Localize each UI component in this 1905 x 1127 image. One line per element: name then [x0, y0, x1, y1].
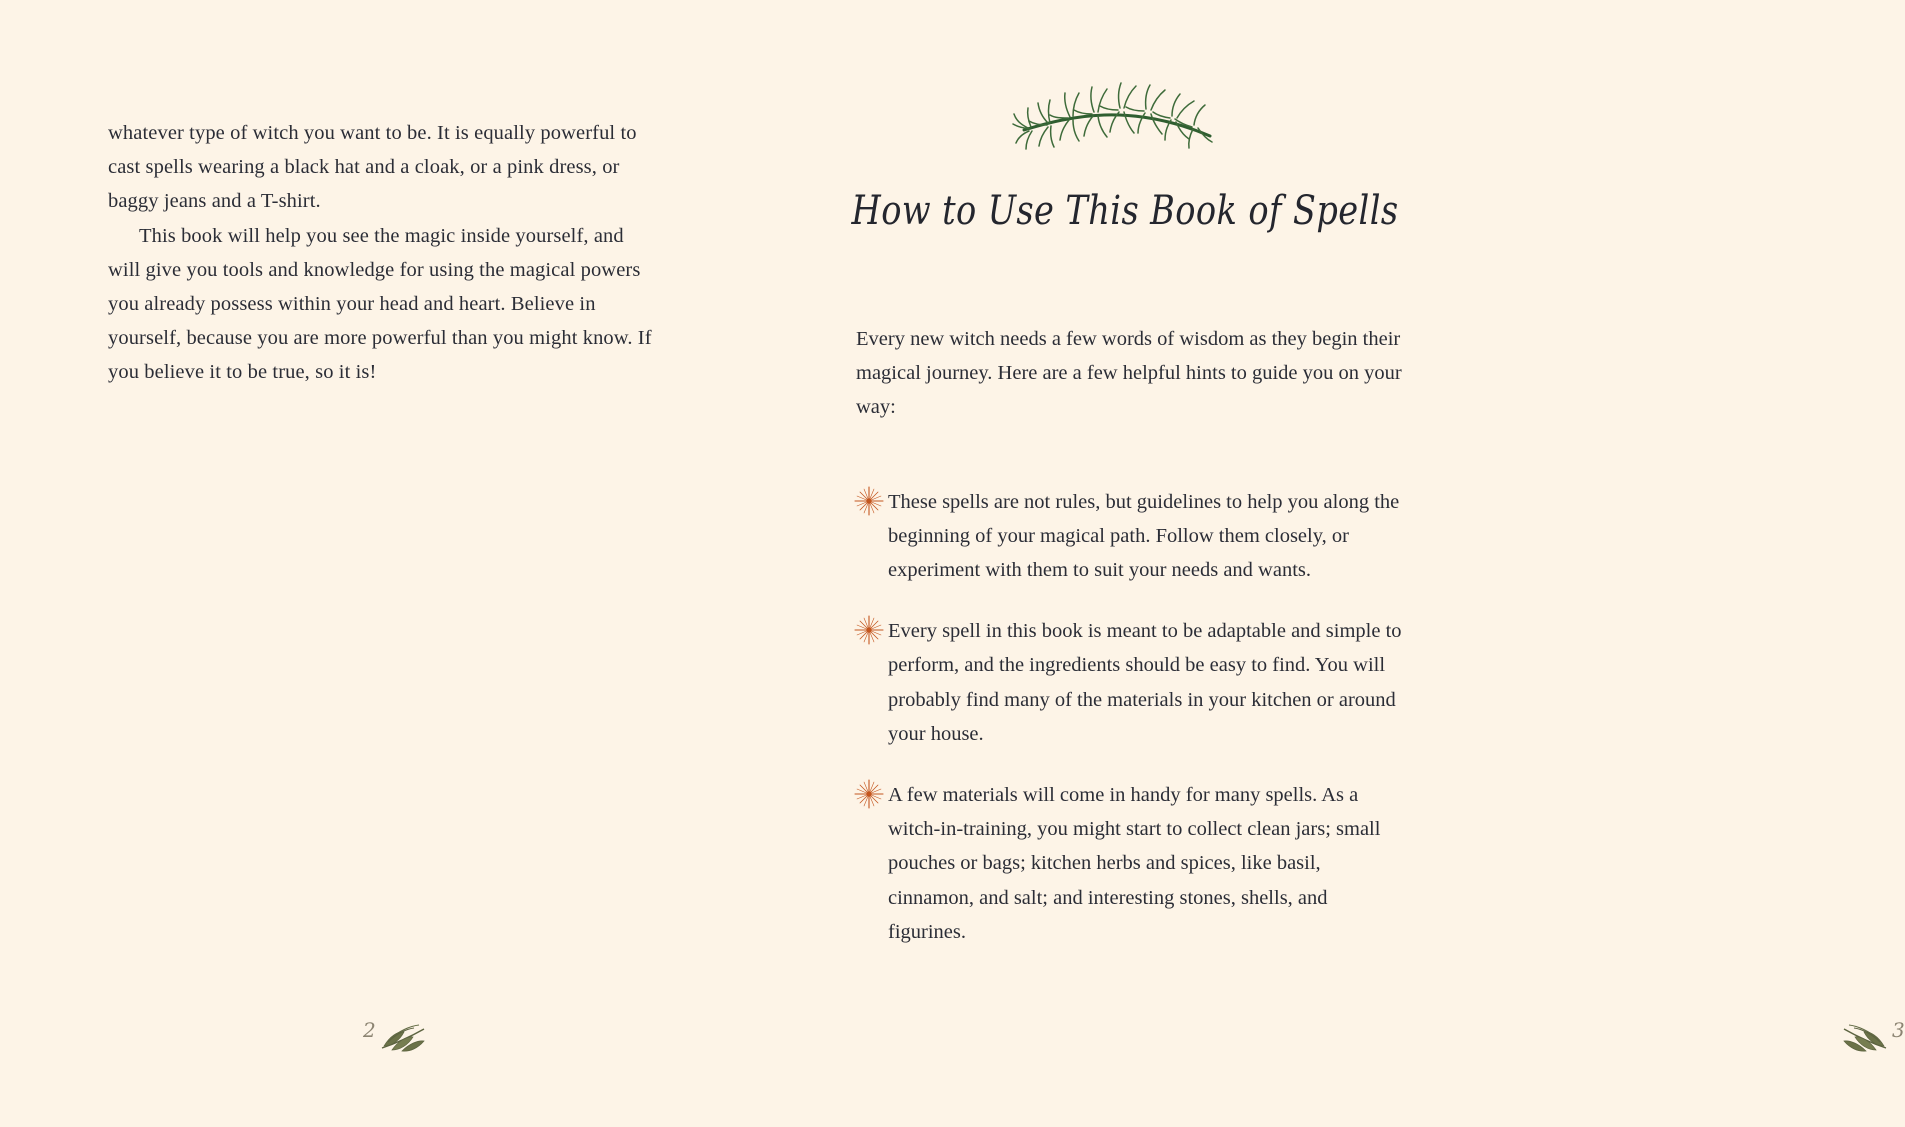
list-item [856, 485, 1408, 588]
leaf-sprig-icon [378, 1018, 430, 1056]
list-item [856, 614, 1408, 751]
paragraph-continuation: whatever type of witch you want to be. It is equally powerful to cast spells wearing a black hat and a cloak, or a pink dress, or baggy jeans and a T-shirt. [108, 122, 637, 213]
folio-left [363, 1017, 430, 1057]
starburst-icon [854, 486, 884, 516]
starburst-icon [854, 779, 884, 809]
list-item [856, 778, 1408, 949]
list-item-text: A few materials will come in handy for many spells. As a witch-in-training, you might start to collect clean jars; small pouches or bags; kitchen herbs and spices, like basil, cinnamon, and salt; and interesting stones, shells, and figurines. [888, 784, 1381, 943]
list-item-text: These spells are not rules, but guidelines to help you along the beginning of your magical path. Follow them closely, or experiment with them to suit your needs and wants. [888, 490, 1400, 582]
page-left [0, 0, 750, 1127]
page-title: How to Use This Book of Spells [851, 188, 1399, 235]
fern-sprig-icon [750, 78, 1500, 158]
starburst-icon [854, 615, 884, 645]
right-page-text-block [856, 322, 1408, 949]
list-item-text: Every spell in this book is meant to be adaptable and simple to perform, and the ingredients should be easy to find. You will probably find many of the materials in your kitchen or around your house. [888, 620, 1402, 745]
hints-list [856, 485, 1408, 949]
folio-right [1838, 1017, 1905, 1057]
leaf-sprig-icon [1838, 1018, 1890, 1056]
paragraph-body: This book will help you see the magic inside yourself, and will give you tools and knowledge for using the magical powers you already possess within your head and heart. Believe in yourself, because you are more powerful than you might know. If you believe it to be true, so it is! [108, 224, 652, 384]
left-page-text-block [108, 116, 660, 390]
page-number: 3 [1892, 1018, 1905, 1042]
page-number: 2 [363, 1018, 376, 1042]
intro-paragraph: Every new witch needs a few words of wisdom as they begin their magical journey. Here are a few helpful hints to guide you on your way: [856, 328, 1402, 419]
page-right [750, 0, 1905, 1127]
